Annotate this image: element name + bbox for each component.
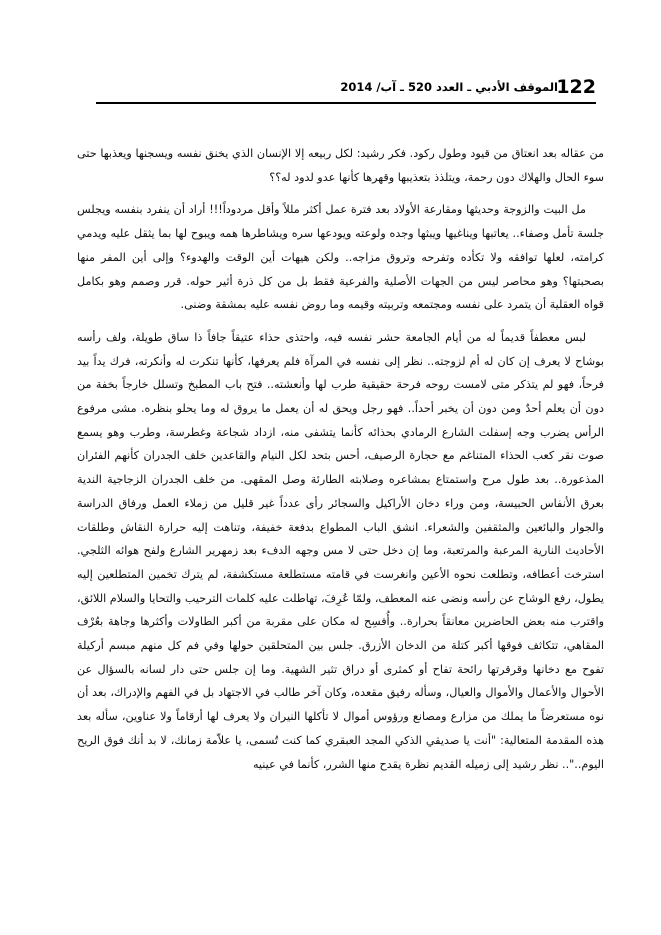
header-rule (96, 102, 596, 104)
page-number: 122 (556, 76, 596, 98)
page-header (96, 76, 596, 100)
paragraph-1: من عقاله بعد انعتاق من قيود وطول ركود. فكر رشيد: لكل ربيعه إلا الإنسان الذي يخنق نفسه ويسجنها ويعذبها حتى سوء الحال والهلاك دون رحمة، ويتلذذ بتعذيبها وقهرها كأنها عدو لدود له؟؟ (77, 147, 604, 184)
paragraph-2: مل البيت والزوجة وحديثها ومقارعة الأولاد بعد فترة عمل أكثر مللاً وأقل مردوداً!!! أراد أن ينفرد بنفسه ويجلس جلسة تأمل وصفاء.. يعاتبها ويناغيها ويبثها وجده ولوعته ويودعها سره ويشاطرها همه ويبوح لها بما يثقل عليه ويدمي كرامته، لعلها توافقه ولا تكأده وتفرحه وتروق مزاجه.. ولكن هيهات أين الوقت والهدوء؟ وإلى أين المفر منها بصحبتها؟ وهو محاصر ليس من الجهات الأصلية والفرعية فقط بل من كل ذرة أثير حوله. قرر وصمم وهو بكامل قواه العقلية أن يتمرد على نفسه ومجتمعه وتربيته وقيمه وما روض نفسه عليه بمشقة وضنى. (77, 203, 604, 312)
running-title: الموقف الأدبي ـ العدد 520 ـ آب/ 2014 (340, 80, 558, 94)
paragraph-3: لبس معطفاً قديماً له من أيام الجامعة حشر نفسه فيه، واحتذى حذاء عتيقاً جافاً ذا ساق طويلة، ولف رأسه بوشاح لا يعرف إن كان له أم لزوجته.. نظر إلى نفسه في المرآة فلم يعرفها، كأنها تنكرت له وأنكرته، فرك يداً بيد فرحاً، فهو لم يتذكر متى لامست روحه فرحة حقيقية طرب لها وأنعشته.. فتح باب المطبخ وتسلل خارجاً بخفة من دون أن يعلم أحدٌ ومن دون أن يخبر أحداً.. فهو رجل ويحق له أن يعمل ما يروق له وما يحلو بنظره. مشى مرفوع الرأس يضرب وجه إسفلت الشارع الرمادي بحذائه كأنما يتشفى منه، ازداد شجاعة وغطرسة، وطرب وهو يسمع صوت نقر كعب الحذاء المتناغم مع حجارة الرصيف، أحس بتحد لكل النيام والقاعدين خلف الجدران كأنهم الفئران المذعورة.. بعد طول مرح واستمتاع بمشاعره وصلابته الطارئة وصل المقهى. من خلف الجدران الزجاجية الندية بعرق الأنفاس الحبيسة، ومن وراء دخان الأراكيل والسجائر رأى عدداً غير قليل من زملاء العمل ورفاق الدراسة والجوار والبائعين والمثقفين والشعراء. انشق الباب المطواع بدفعة خفيفة، وتناهت إليه حرارة النقاش وطلقات الأحاديث النارية المرعبة والمرتعبة، وما إن دخل حتى لا مس وجهه الدفء بعد زمهرير الشارع ولفح هوائه الثلجي. استرخت أعطافه، وتطلعت نحوه الأعين وانغرست في قامته مستطلعة مستكشفة، لم يترك تخمين المتطلعين إليه يطول، رفع الوشاح عن رأسه ونضى عنه المعطف، ولمّا عُرِفَ، تهاطلت عليه كلمات الترحيب والتحايا والسلام اللائق، واقترب منه بعض الحاضرين معانقاً بحرارة.. وأُفسِح له مكان على مقربة من أكبر الطاولات وأكثرها وجاهة بعُرْف المقاهي، تتكاثف فوقها أكبر كتلة من الدخان الأزرق. جلس بين المتحلقين حولها وفي فم كل منهم مبسم أركيلة تفوح مع دخانها وقرقرتها رائحة تفاح أو كمثرى أو دراق تثير الشهية. وما إن جلس حتى دار لسانه بالسؤال عن الأحوال والأعمال والأموال والعيال، وسأله رفيق مقعده، وكان آخر طالب في الاجتهاد بل في الفهم والإدراك، بعد أن نوه مستعرضاً ما يملك من مزارع ومصانع ورؤوس أموال لا تأكلها النيران ولا يعرف لها أرقاماً ولا عناوين، سأله بعد هذه المقدمة المتعالية: "أنت يا صديقي الذكي المجد العبقري كما كنت تُسمى، يا علاّمة زمانك، لا بد أنك فوق الريح اليوم..".. نظر رشيد إلى زميله القديم نظرة يقدح منها الشرر، كأنما في عينيه (77, 330, 604, 771)
article-body (77, 142, 604, 776)
